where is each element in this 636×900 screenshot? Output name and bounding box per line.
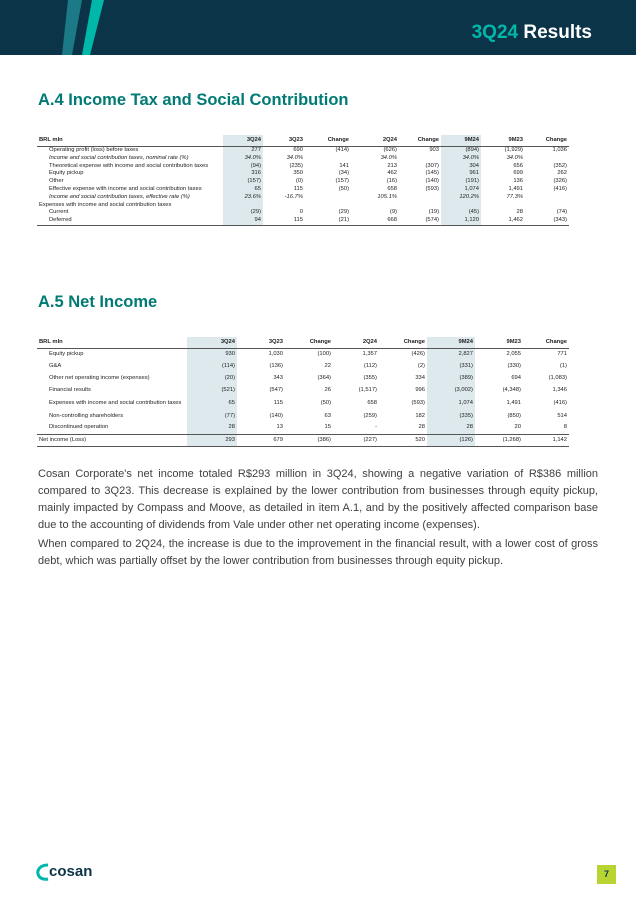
cell: (1,929) [504, 147, 523, 153]
cell: (100) [317, 350, 331, 357]
cell: 28 [427, 423, 475, 435]
cell: 63 [324, 412, 331, 419]
cell: (389) [427, 373, 475, 385]
cell: (343) [525, 217, 569, 225]
cell: (1,083) [548, 374, 567, 381]
cell: (140) [425, 178, 439, 185]
cell: 930 [187, 349, 237, 361]
cell: - [375, 424, 377, 431]
table-row [37, 170, 569, 178]
cell: 115 [273, 399, 283, 406]
cell: (21) [305, 217, 351, 225]
cell: 1,346 [552, 386, 567, 393]
row-label: Effective expense with income and social contribution taxes [49, 185, 202, 192]
cell [525, 155, 569, 163]
cell: 293 [187, 435, 237, 447]
column-header: 3Q24 [223, 135, 263, 147]
column-header: Change [525, 135, 569, 147]
cell: 771 [557, 350, 567, 357]
cell: (330) [507, 362, 521, 369]
income-tax-table [37, 135, 569, 226]
cell: 26 [324, 386, 331, 393]
cell [305, 155, 351, 163]
cell: (126) [427, 435, 475, 447]
cosan-swoosh-icon [36, 863, 50, 881]
cell: (2) [417, 362, 425, 369]
column-header: 9M24 [427, 337, 475, 349]
cell: (414) [335, 147, 349, 153]
cell: 77.3% [506, 193, 523, 200]
cell: (259) [363, 412, 377, 419]
cell: (593) [425, 185, 439, 192]
cell: 304 [441, 163, 481, 171]
cell [305, 202, 351, 210]
cell: 15 [324, 424, 331, 431]
cell: 1,462 [481, 217, 525, 225]
header-stripes-decoration [0, 0, 130, 55]
table-header-row [37, 135, 569, 147]
column-header: Change [285, 337, 333, 349]
cell [305, 194, 351, 202]
cell: 34.0% [223, 155, 263, 163]
table-row [37, 209, 569, 217]
cell: (1,517) [358, 386, 377, 393]
row-label: Non-controlling shareholders [49, 412, 124, 419]
cell: 520 [379, 435, 427, 447]
row-label: Deferred [37, 217, 223, 225]
cell: (352) [553, 162, 567, 169]
cell [399, 155, 441, 163]
cell: (191) [441, 178, 481, 186]
table-row [37, 373, 569, 385]
net-income-paragraph-2: When compared to 2Q24, the increase is due to the improvement in the financial result, with a lower cost of gross debt, which was partially offset by the lower contribution from businesses through equity pickup. [38, 538, 598, 567]
cell: (20) [187, 373, 237, 385]
row-label: Current [49, 209, 69, 216]
column-header: BRL mln [37, 135, 223, 147]
cell: (157) [223, 178, 263, 186]
cell: (157) [335, 178, 349, 185]
cell: 65 [223, 186, 263, 194]
cell: (16) [386, 178, 397, 185]
table-row [37, 361, 569, 373]
cell [351, 202, 399, 210]
cell: (364) [317, 374, 331, 381]
cell: (547) [269, 386, 283, 393]
row-label: Other net operating income (expenses) [49, 374, 150, 381]
cell: 1,030 [268, 350, 283, 357]
cell: 2,055 [506, 350, 521, 357]
column-header: Change [399, 135, 441, 147]
row-label: Equity pickup [49, 350, 84, 357]
cell: 679 [237, 435, 285, 447]
cell: 115 [293, 185, 303, 192]
cell: (416) [553, 399, 567, 406]
cell [441, 202, 481, 210]
cell: (114) [187, 361, 237, 373]
cell: (50) [320, 399, 331, 406]
cell: (326) [553, 178, 567, 185]
cell: (894) [441, 147, 481, 155]
page-number: 7 [597, 865, 616, 884]
table-row [37, 385, 569, 397]
column-header: Change [305, 135, 351, 147]
cell: 462 [387, 170, 397, 177]
cell: 1,074 [441, 186, 481, 194]
cell: 1,357 [362, 350, 377, 357]
cell: 1,036 [552, 147, 567, 153]
page-header [0, 0, 636, 55]
cell: 8 [563, 424, 567, 431]
cell: 213 [387, 162, 397, 169]
cell: 23.6% [223, 194, 263, 202]
cell: -16.7% [284, 193, 303, 200]
cosan-logo [36, 862, 96, 882]
cell [525, 194, 569, 202]
cell: (626) [383, 147, 397, 153]
net-income-paragraph-1: Cosan Corporate's net income totaled R$293 million in 3Q24, showing a negative variation of R$386 million compared to 3Q23. This decrease is explained by the lower contribution from businesses through equity pickup, mainly impacted by Compass and Moove, as detailed in item A.1, and by the positively affected comparison base due to the accounting of dividends from Vale under other net operating income (expenses). [38, 468, 598, 531]
cell: 343 [273, 374, 283, 381]
cell: 34.0% [441, 155, 481, 163]
cell: (29) [223, 209, 263, 217]
cell: 105.1% [377, 193, 397, 200]
table-row [37, 202, 569, 210]
cell: (227) [333, 435, 379, 447]
cell: (3,002) [427, 385, 475, 397]
cell: 28 [516, 209, 523, 216]
cell: (112) [363, 362, 377, 369]
cell: 316 [223, 170, 263, 178]
cell: 334 [415, 374, 425, 381]
section-title-net-income: A.5 Net Income [38, 293, 158, 311]
cell: 658 [367, 399, 377, 406]
table-row [37, 397, 569, 411]
cell: 690 [293, 147, 303, 153]
report-title: 3Q24 Results [471, 22, 592, 43]
cell: 1,074 [427, 397, 475, 411]
cell: 94 [223, 217, 263, 225]
cell: 996 [415, 386, 425, 393]
table-row [37, 178, 569, 186]
row-label: Discontinued operation [49, 424, 109, 431]
cell: 28 [187, 423, 237, 435]
column-header: 3Q23 [263, 135, 305, 147]
cell: 115 [263, 217, 305, 225]
row-label: Net income (Loss) [37, 435, 187, 447]
cell: 136 [513, 178, 523, 185]
column-header: 9M24 [441, 135, 481, 147]
cell: 1,491 [508, 185, 523, 192]
cell: (386) [285, 435, 333, 447]
cell: 658 [387, 185, 397, 192]
cell: 277 [223, 147, 263, 155]
table-row [37, 349, 569, 361]
column-header: BRL mln [37, 337, 187, 349]
column-header: 3Q24 [187, 337, 237, 349]
cell: (307) [425, 162, 439, 169]
row-label: Expenses with income and social contribution taxes [39, 201, 172, 208]
net-income-table [37, 337, 569, 447]
column-header: 2Q24 [351, 135, 399, 147]
row-label: Financial results [49, 386, 91, 393]
cell: (29) [338, 209, 349, 216]
cell: (593) [411, 399, 425, 406]
table-row [37, 186, 569, 194]
table-row [37, 163, 569, 171]
table-row [37, 155, 569, 163]
cell: (136) [269, 362, 283, 369]
cell: (335) [427, 411, 475, 423]
table-row [37, 217, 569, 225]
cell: (521) [187, 385, 237, 397]
cell: (4,348) [502, 386, 521, 393]
logo-text: cosan [49, 863, 93, 880]
cell: (1,268) [475, 435, 523, 447]
cell [481, 202, 525, 210]
cell: 34.0% [286, 154, 303, 161]
cell: (45) [441, 209, 481, 217]
cell: 34.0% [506, 154, 523, 161]
cell: 182 [415, 412, 425, 419]
row-label: G&A [49, 362, 62, 369]
table-total-row [37, 435, 569, 447]
column-header: 9M23 [481, 135, 525, 147]
cell: 28 [418, 424, 425, 431]
cell: (574) [399, 217, 441, 225]
row-label: Expenses with income and social contribution taxes [49, 400, 182, 407]
cell: 262 [557, 170, 567, 177]
cell: 22 [324, 362, 331, 369]
cell [399, 194, 441, 202]
cell: (9) [389, 209, 397, 216]
cell [223, 202, 263, 210]
table-row [37, 147, 569, 155]
cell [263, 202, 305, 210]
cell [399, 202, 441, 210]
cell: 120.2% [441, 194, 481, 202]
cell: 699 [513, 170, 523, 177]
cell [525, 202, 569, 210]
cell: (235) [289, 162, 303, 169]
cell: (850) [507, 412, 521, 419]
cell: 350 [293, 170, 303, 177]
column-header: 3Q23 [237, 337, 285, 349]
row-label: Theoretical expense with income and social contribution taxes [49, 163, 209, 170]
cell: 514 [557, 412, 567, 419]
cell: 141 [339, 162, 349, 169]
row-label: Equity pickup [49, 170, 84, 177]
cell: 961 [441, 170, 481, 178]
cell: (34) [338, 170, 349, 177]
cell: 34.0% [380, 154, 397, 161]
cell: 13 [276, 424, 283, 431]
cell: 694 [511, 374, 521, 381]
cell: 1,120 [441, 217, 481, 225]
row-label: Operating profit (loss) before taxes [49, 147, 139, 153]
cell: 0 [299, 209, 303, 216]
cell: (426) [411, 350, 425, 357]
table-row [37, 423, 569, 435]
cell: 903 [429, 147, 439, 153]
table-row [37, 411, 569, 423]
cell: (77) [187, 411, 237, 423]
section-title-income-tax: A.4 Income Tax and Social Contribution [38, 91, 349, 109]
cell: (94) [223, 163, 263, 171]
table-row [37, 194, 569, 202]
cell: 1,491 [506, 399, 521, 406]
cell: (140) [269, 412, 283, 419]
row-label: Other [49, 178, 64, 185]
cell: 668 [351, 217, 399, 225]
cell: (19) [428, 209, 439, 216]
cell: (145) [425, 170, 439, 177]
table-header-row [37, 337, 569, 349]
cell: (0) [295, 178, 303, 185]
column-header: 9M23 [475, 337, 523, 349]
cell: (355) [363, 374, 377, 381]
cell: 1,142 [523, 435, 569, 447]
cell: 656 [513, 162, 523, 169]
row-label: Income and social contribution taxes, effective rate (%) [49, 193, 190, 200]
cell: (1) [559, 362, 567, 369]
cell: 20 [514, 424, 521, 431]
cell: (416) [553, 185, 567, 192]
cell: (74) [556, 209, 567, 216]
row-label: Income and social contribution taxes, nominal rate (%) [49, 154, 189, 161]
column-header: Change [523, 337, 569, 349]
cell: 65 [187, 397, 237, 411]
column-header: 2Q24 [333, 337, 379, 349]
column-header: Change [379, 337, 427, 349]
cell: (331) [427, 361, 475, 373]
cell: (50) [338, 185, 349, 192]
cell: 2,827 [427, 349, 475, 361]
